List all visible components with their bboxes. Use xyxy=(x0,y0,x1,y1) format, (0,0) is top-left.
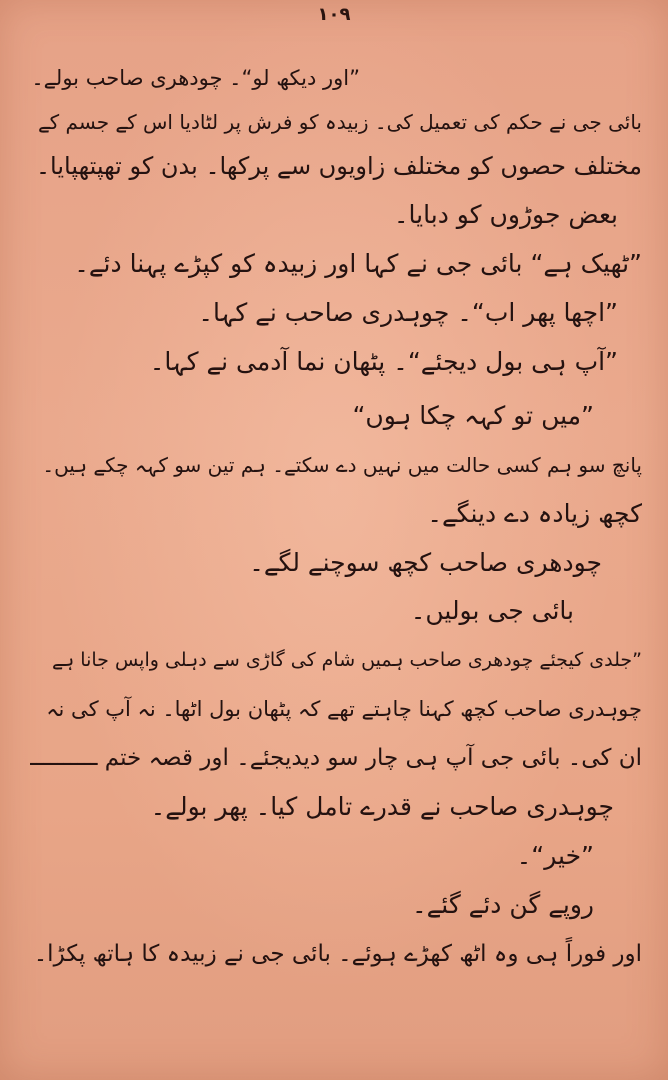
text-line: ”جلدی کیجئے چودھری صاحب ہمیں شام کی گاڑی سے دہلی واپس جانا ہے xyxy=(52,649,642,671)
text-line: ”میں تو کہہ چکا ہوں“ xyxy=(352,401,594,430)
text-line: ”اور دیکھ لو“۔ چودھری صاحب بولے۔ xyxy=(31,66,360,90)
text-line: چوہدری صاحب کچھ کہنا چاہتے تھے کہ پٹھان بول اٹھا۔ نہ آپ کی نہ xyxy=(46,697,642,721)
text-line: بائی جی بولیں۔ xyxy=(410,596,574,625)
text-line: پانچ سو ہم کسی حالت میں نہیں دے سکتے۔ ہم تین سو کہہ چکے ہیں۔ xyxy=(42,453,642,477)
text-line: اور فوراً ہی وہ اٹھ کھڑے ہوئے۔ بائی جی نے زبیدہ کا ہاتھ پکڑا۔ xyxy=(33,941,642,967)
page-number: ۱۰۹ xyxy=(317,4,351,25)
text-line: مختلف حصوں کو مختلف زاویوں سے پرکھا۔ بدن کو تھپتھپایا۔ xyxy=(35,152,642,180)
text-line: ”خیر“۔ xyxy=(516,841,594,870)
text-line: ”ٹھیک ہے“ بائی جی نے کہا اور زبیدہ کو کپڑے پہنا دئے۔ xyxy=(74,249,642,278)
text-line: ”اچھا پھر اب“۔ چوہدری صاحب نے کہا۔ xyxy=(198,298,618,327)
text-line: روپے گن دئے گئے۔ xyxy=(411,890,594,919)
text-line: ”آپ ہی بول دیجئے“۔ پٹھان نما آدمی نے کہا۔ xyxy=(149,347,618,376)
text-line: بعض جوڑوں کو دبایا۔ xyxy=(393,200,618,229)
text-line: کچھ زیادہ دے دینگے۔ xyxy=(427,499,642,528)
text-line: چودھری صاحب کچھ سوچنے لگے۔ xyxy=(249,548,602,577)
text-line: بائی جی نے حکم کی تعمیل کی۔ زبیدہ کو فرش پر لٹادیا اس کے جسم کے xyxy=(37,110,642,134)
text-line: ان کی۔ بائی جی آپ ہی چار سو دیدیجئے۔ اور قصہ ختم ــــــــــ xyxy=(30,745,642,771)
text-line: چوہدری صاحب نے قدرے تامل کیا۔ پھر بولے۔ xyxy=(150,792,614,821)
